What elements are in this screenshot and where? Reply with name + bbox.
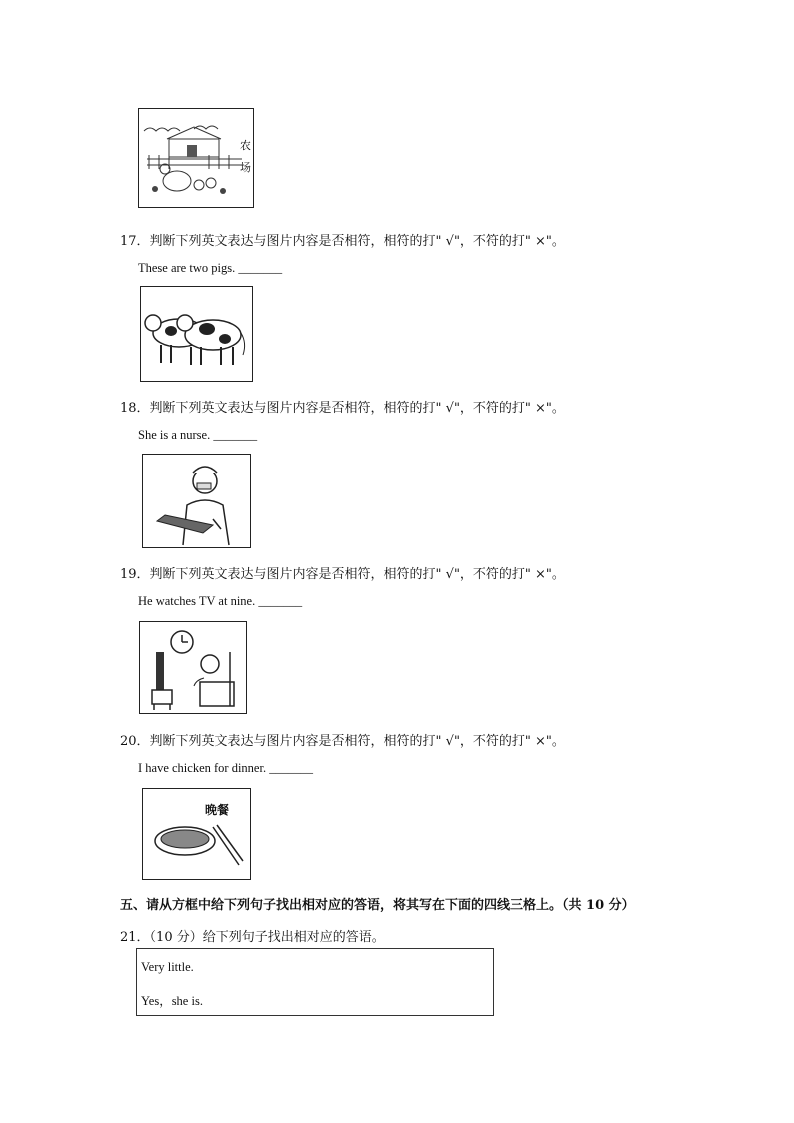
- answer-option-2: Yes，she is.: [141, 994, 203, 1008]
- answer-options-box: [136, 948, 494, 1016]
- farm-label-1: 农: [240, 139, 251, 152]
- dinner-label: 晚餐: [205, 803, 230, 817]
- dinner-illustration: [143, 789, 249, 878]
- farm-label-2: 场: [240, 161, 251, 174]
- question-19-sentence: He watches TV at nine. _______: [138, 594, 303, 608]
- farm-picture: [138, 108, 254, 208]
- question-20-prompt: 20．判断下列英文表达与图片内容是否相符，相符的打" √"，不符的打" ×"。: [120, 734, 565, 749]
- nurse-illustration: [143, 455, 249, 546]
- question-20-sentence: I have chicken for dinner. _______: [138, 761, 313, 775]
- question-17-sentence: These are two pigs. _______: [138, 261, 283, 275]
- answer-option-1: Very little.: [141, 960, 194, 974]
- cows-illustration: [141, 287, 251, 380]
- question-18-sentence: She is a nurse. _______: [138, 428, 258, 442]
- cows-picture: [140, 286, 253, 382]
- question-17-prompt: 17．判断下列英文表达与图片内容是否相符，相符的打" √"，不符的打" ×"。: [120, 234, 565, 249]
- tv-illustration: [140, 622, 245, 712]
- question-18-prompt: 18．判断下列英文表达与图片内容是否相符，相符的打" √"，不符的打" ×"。: [120, 401, 565, 416]
- section-5-title: 五、请从方框中给下列句子找出相对应的答语，将其写在下面的四线三格上。（共 10 分）: [120, 898, 635, 913]
- question-21-prompt: 21．（10 分）给下列句子找出相对应的答语。: [120, 930, 385, 945]
- nurse-picture: [142, 454, 251, 548]
- tv-picture: [139, 621, 247, 714]
- dinner-picture: [142, 788, 251, 880]
- farm-illustration: [139, 109, 252, 206]
- question-19-prompt: 19．判断下列英文表达与图片内容是否相符，相符的打" √"，不符的打" ×"。: [120, 567, 565, 582]
